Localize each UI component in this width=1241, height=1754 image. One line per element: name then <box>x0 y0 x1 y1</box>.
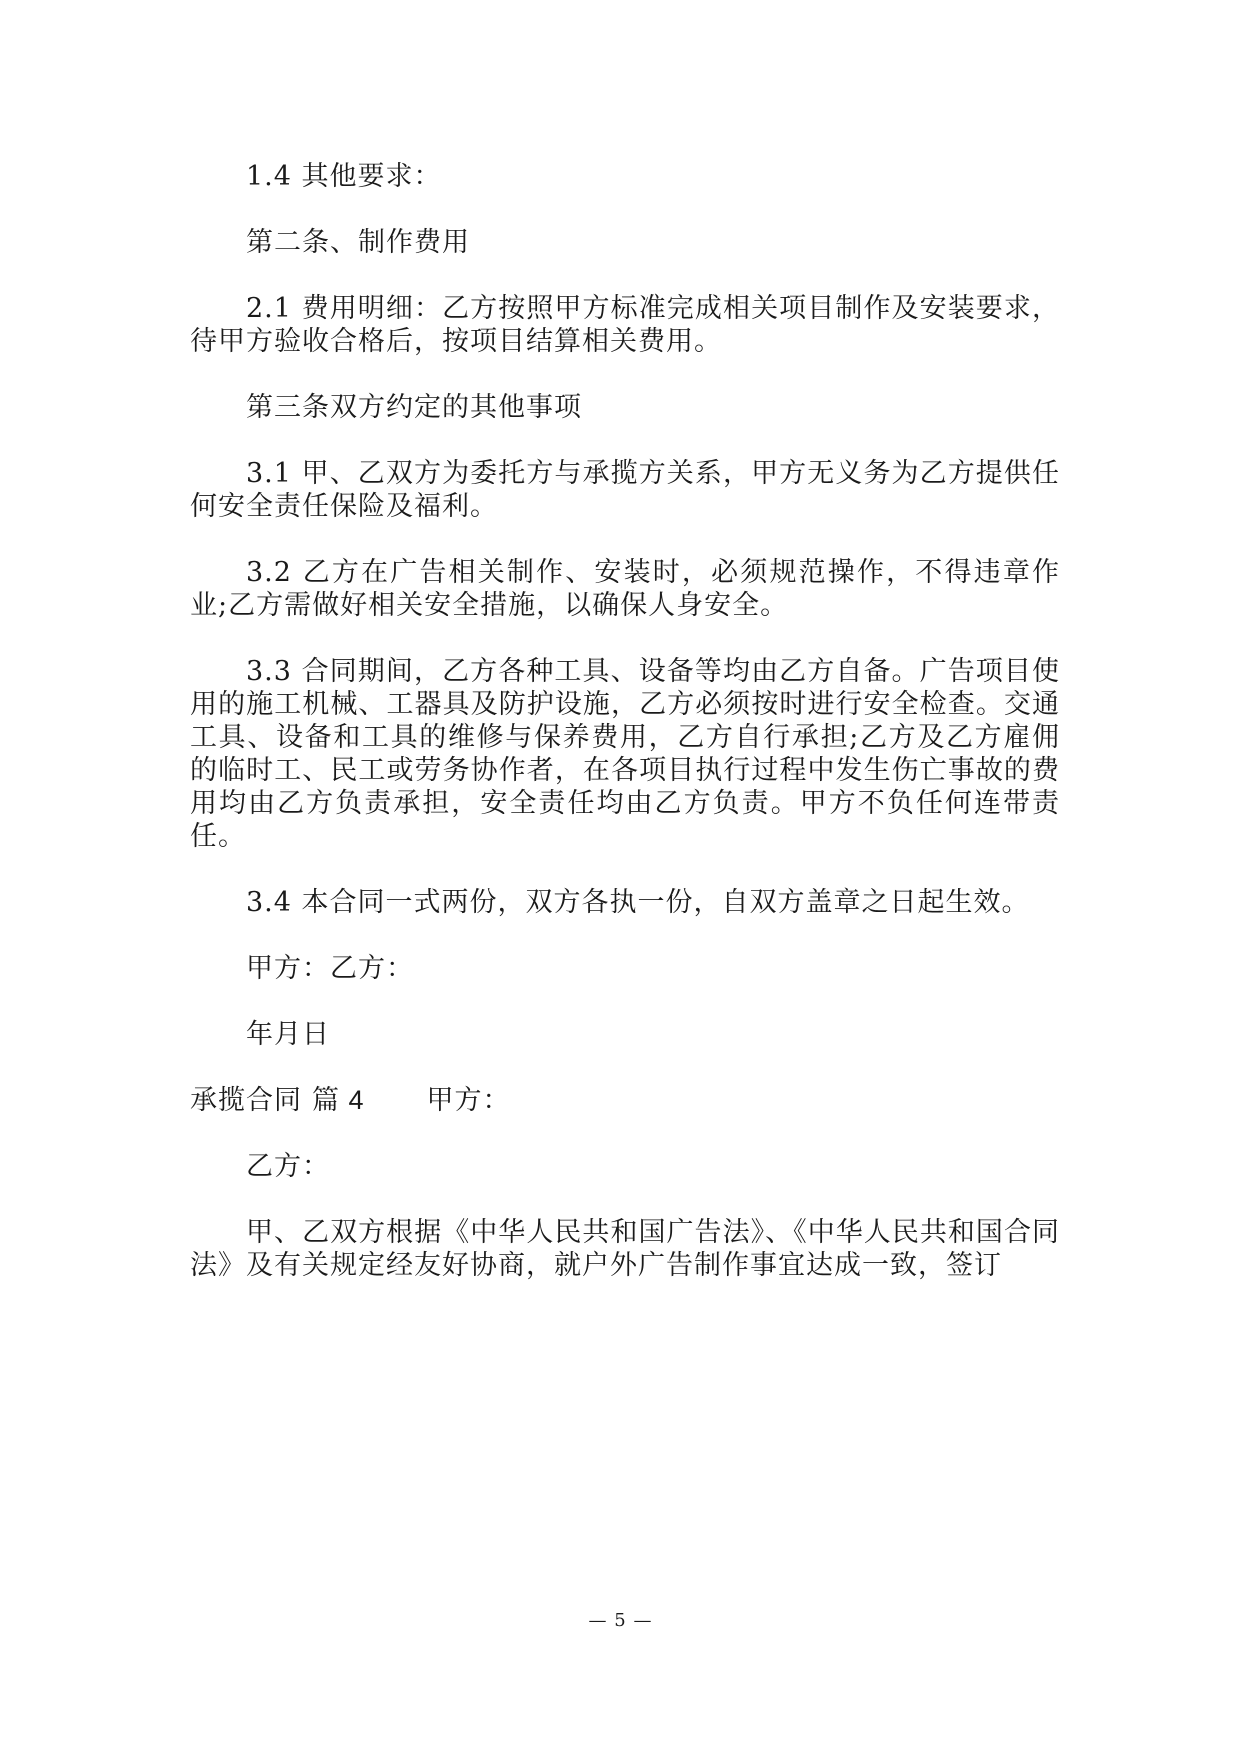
page-number: — 5 — <box>588 1610 653 1631</box>
paragraph-fee-details: 2.1 费用明细：乙方按照甲方标准完成相关项目制作及安装要求，待甲方验收合格后，按项目结算相关费用。 <box>190 293 1060 357</box>
paragraph-article-2-heading: 第二条、制作费用 <box>246 227 470 258</box>
paragraph-legal-basis: 甲、乙双方根据《中华人民共和国广告法》、《中华人民共和国合同法》及有关规定经友好协商，就户外广告制作事宜达成一致，签订 <box>190 1217 1060 1281</box>
paragraph-other-requirements: 1.4 其他要求： <box>246 161 442 192</box>
section-version: 篇 4 <box>312 1085 365 1115</box>
paragraph-date-line: 年月日 <box>246 1019 330 1050</box>
paragraph-clause-3-2: 3.2 乙方在广告相关制作、安装时，必须规范操作，不得违章作业;乙方需做好相关安全措施，以确保人身安全。 <box>190 557 1060 621</box>
paragraph-clause-3-3: 3.3 合同期间，乙方各种工具、设备等均由乙方自备。广告项目使用的施工机械、工器具及防护设施，乙方必须按时进行安全检查。交通工具、设备和工具的维修与保养费用，乙方自行承担;乙方及乙方雇佣的临时工、民工或劳务协作者，在各项目执行过程中发生伤亡事故的费用均由乙方负责承担，安全责任均由乙方负责。甲方不负任何连带责任。 <box>190 656 1060 852</box>
paragraph-signature-parties: 甲方：乙方： <box>246 953 414 984</box>
paragraph-party-b: 乙方： <box>246 1151 330 1182</box>
section-title: 承揽合同 <box>190 1085 302 1116</box>
section-heading <box>190 1084 1060 1117</box>
document-body <box>190 160 1060 1315</box>
paragraph-article-3-heading: 第三条双方约定的其他事项 <box>246 392 582 423</box>
section-party-a: 甲方： <box>426 1085 511 1116</box>
paragraph-clause-3-1: 3.1 甲、乙双方为委托方与承揽方关系，甲方无义务为乙方提供任何安全责任保险及福利。 <box>190 458 1060 522</box>
paragraph-clause-3-4: 3.4 本合同一式两份，双方各执一份，自双方盖章之日起生效。 <box>246 887 1030 918</box>
